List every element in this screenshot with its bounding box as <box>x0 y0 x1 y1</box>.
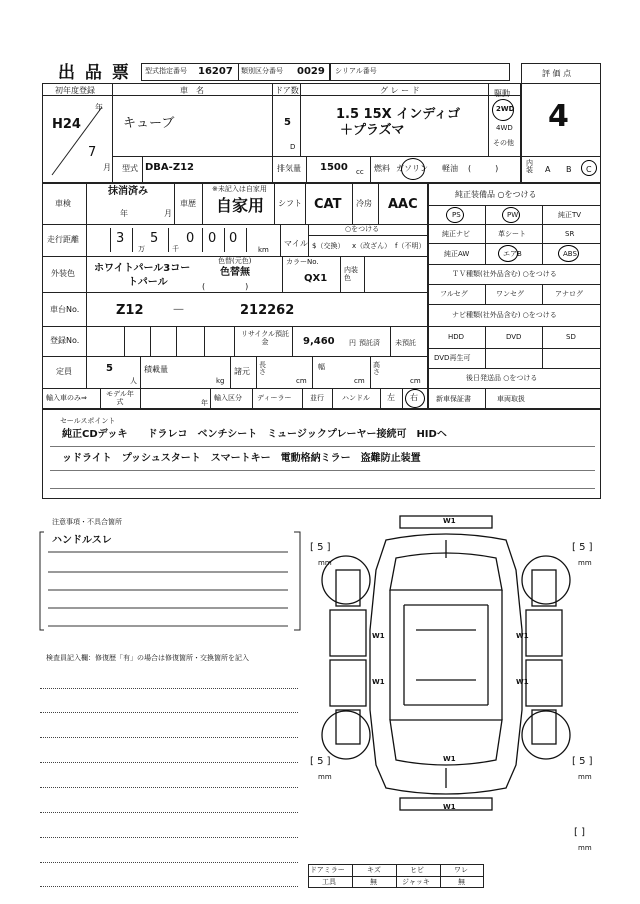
bt-crack: ヒビ <box>410 866 424 874</box>
recycle-label: リサイクル預託金 <box>240 330 290 347</box>
sales-points-line1: 純正CDデッキ ドラレコ ベンチシート ミュージックプレーヤー接続可 HIDヘ <box>62 429 447 440</box>
drive-4wd: 4WD <box>496 124 513 132</box>
navi-dvd: DVD <box>506 333 522 341</box>
interior-b: B <box>566 165 572 174</box>
sales-points-line2: ッドライト プッシュスタート スマートキー 電動格納ミラー 盗難防止装置 <box>62 453 421 464</box>
equip-aw: 純正AW <box>444 250 470 258</box>
equip-ps-circle <box>446 207 464 223</box>
bt-tools: 工具 <box>322 878 336 886</box>
mile-label: マイル <box>284 239 308 248</box>
ac-label: 冷房 <box>356 199 372 208</box>
equip-pw: PW <box>507 211 519 219</box>
history-note: ※未記入は自家用 <box>212 185 267 193</box>
displacement-value: 1500 <box>320 162 348 173</box>
interior-a: A <box>545 165 551 174</box>
ac-value: AAC <box>388 197 418 212</box>
shift-label: シフト <box>278 199 302 208</box>
grade-line2: ＋プラズマ <box>340 123 405 138</box>
bt-door-mirror: ドアミラー <box>310 866 345 874</box>
color-line2: トパール <box>128 277 168 288</box>
mileage-km: km <box>258 246 269 254</box>
bt-dent: ワレ <box>454 866 468 874</box>
color-no-label: カラーNo. <box>286 258 319 266</box>
height-cm: cm <box>410 377 421 385</box>
fuel-gas-circle <box>401 158 425 180</box>
dent-front-bumper: W1 <box>443 517 456 525</box>
import-label: 輸入車のみ⇒ <box>46 394 87 402</box>
recycle-value: 9,460 <box>303 336 335 347</box>
recycle-unpaid: 未預託 <box>395 339 416 347</box>
class-label: 類別区分番号 <box>241 67 283 75</box>
equip-ps: PS <box>452 211 461 219</box>
mileage-sen: 千 <box>172 245 179 253</box>
mark-exchange: $（交換） <box>312 242 345 250</box>
navi-sd: SD <box>566 333 576 341</box>
equip-abs: ABS <box>563 250 577 258</box>
mileage-digit-1: 3 <box>116 231 125 246</box>
tv-type-title: ＴＶ種類(社外品含む) ○をつける <box>452 270 557 278</box>
dent-left-front-door: W1 <box>372 632 385 640</box>
serial-label: シリアル番号 <box>335 67 377 75</box>
load-label: 積載量 <box>144 365 168 374</box>
model-cert-value: 16207 <box>198 66 233 77</box>
equip-sr: SR <box>565 230 575 238</box>
dent-rear: W1 <box>443 755 456 763</box>
dent-right-front-door: W1 <box>516 632 529 640</box>
dent-rear-bumper: W1 <box>443 803 456 811</box>
mark-unknown: f（不明） <box>395 242 426 250</box>
doors-label: ドア数 <box>275 86 299 95</box>
history-label: 車歴 <box>180 199 196 208</box>
displacement-unit: cc <box>356 168 364 176</box>
equip-airbag-circle <box>498 245 518 262</box>
inspection-value: 抹消済み <box>108 186 148 197</box>
dims-label: 諸元 <box>234 367 250 376</box>
handle-left: 左 <box>387 393 395 402</box>
navi-hdd: HDD <box>448 333 465 341</box>
parallel-label: 並行 <box>310 394 324 402</box>
width-cm: cm <box>354 377 365 385</box>
mileage-digit-4: 0 <box>208 231 217 246</box>
dvd-player: DVD再生可 <box>434 354 471 362</box>
tv-one-seg: ワンセグ <box>496 290 524 298</box>
tread-fl: [ 5 ] <box>310 542 331 553</box>
tv-full-seg: フルセグ <box>440 290 468 298</box>
chassis-prefix: Z12 <box>116 303 144 318</box>
evaluation-score: 4 <box>548 99 569 134</box>
bt-tools-none: 無 <box>370 878 377 886</box>
year-unit: 年 <box>95 103 103 112</box>
tread-rl-unit: mm <box>318 773 332 781</box>
recycle-paid: 預託済 <box>359 339 380 347</box>
navi-type-title: ナビ種類(社外品含む) ○をつける <box>452 311 557 319</box>
year-label: 年 <box>201 399 208 407</box>
dealer-label: ディーラー <box>257 394 292 402</box>
equip-tv: 純正TV <box>558 211 582 219</box>
inspector-label: 検査員記入欄：修復歴「有」の場合は修復箇所・交換箇所を記入 <box>46 654 249 662</box>
tread-rl: [ 5 ] <box>310 756 331 767</box>
inspection-year: 年 <box>120 209 128 218</box>
chassis-label: 車台No. <box>50 305 80 314</box>
chassis-number: 212262 <box>240 303 295 318</box>
grade-line1: 1.5 15X インディゴ <box>336 107 461 122</box>
tread-fl-unit: mm <box>318 559 332 567</box>
load-unit: kg <box>216 377 225 385</box>
notes-value: ハンドルスレ <box>52 535 112 546</box>
equip-abs-circle <box>558 245 579 262</box>
reg-no-label: 登録No. <box>50 336 80 345</box>
tread-fr-unit: mm <box>578 559 592 567</box>
tv-analog: アナログ <box>555 290 583 298</box>
handle-label: ハンドル <box>342 394 370 402</box>
recycle-unit: 円 <box>349 339 356 347</box>
drive-label: 駆動 <box>494 89 510 98</box>
displacement-label: 排気量 <box>277 164 301 173</box>
equipment-title: 純正装備品 ○をつける <box>455 190 537 199</box>
sales-points-label: セールスポイント <box>60 417 116 425</box>
tread-rr-unit: mm <box>578 773 592 781</box>
tread-rr: [ 5 ] <box>572 756 593 767</box>
equip-leather: 革シート <box>498 230 526 238</box>
capacity-unit: 人 <box>130 377 137 385</box>
interior-label: 内装 <box>526 159 533 174</box>
first-reg-label: 初年度登録 <box>55 86 95 95</box>
color-no-value: QX1 <box>304 273 328 284</box>
color-label: 外装色 <box>51 269 75 278</box>
height-label: 高さ <box>373 361 380 376</box>
car-name-label: 車 名 <box>180 86 204 95</box>
notes-frame <box>38 526 304 634</box>
tread-spare: [ ] <box>574 827 585 838</box>
handle-right: 右 <box>410 393 418 402</box>
notes-label: 注意事項・不具合箇所 <box>52 518 122 526</box>
handle-right-circle <box>405 389 425 408</box>
tread-fr: [ 5 ] <box>572 542 593 553</box>
mileage-digit-2: 5 <box>150 231 159 246</box>
bt-jack: ジャッキ <box>402 878 430 886</box>
bt-jack-none: 無 <box>458 878 465 886</box>
equip-navi: 純正ナビ <box>442 230 470 238</box>
inspection-month: 月 <box>164 209 172 218</box>
repaint-paren: ( ) <box>202 282 249 291</box>
month-unit: 月 <box>103 163 111 172</box>
doors-value: 5 <box>284 117 291 128</box>
dent-left-rear-door: W1 <box>372 678 385 686</box>
import-type-label: 輸入区分 <box>214 394 242 402</box>
fuel-label: 燃料 <box>374 164 390 173</box>
grade-label: グ レ ー ド <box>380 86 420 95</box>
form-title: 出 品 票 <box>58 63 131 83</box>
model-cert-label: 型式指定番号 <box>145 67 187 75</box>
model-type: DBA-Z12 <box>145 162 194 173</box>
model-year-label: モデル年式 <box>106 390 134 406</box>
mileage-label: 走行距離 <box>47 235 79 244</box>
later-title: 後日発送品 ○をつける <box>466 374 538 382</box>
int-color-label: 内装色 <box>344 266 358 283</box>
month-value: 7 <box>88 145 97 160</box>
length-cm: cm <box>296 377 307 385</box>
equip-airbag: エアB <box>503 250 522 258</box>
model-type-label: 型式 <box>122 164 138 173</box>
color-line1: ホワイトパール3コー <box>94 263 191 274</box>
mileage-digit-3: 0 <box>186 231 195 246</box>
fuel-diesel: 軽油 <box>442 164 458 173</box>
capacity-value: 5 <box>106 363 113 374</box>
mark-label: ○をつける <box>345 225 380 233</box>
width-label: 幅 <box>318 363 325 371</box>
length-label: 長さ <box>259 361 266 376</box>
repaint-value: 色替無 <box>220 267 250 278</box>
drive-other: その他 <box>493 139 514 147</box>
class-value: 0029 <box>297 66 325 77</box>
year-value: H24 <box>52 117 81 132</box>
tread-spare-unit: mm <box>578 844 592 852</box>
interior-c-circle <box>581 160 597 176</box>
later-manual: 車両取扱 <box>497 395 525 403</box>
bt-scratch: キズ <box>367 866 381 874</box>
capacity-label: 定員 <box>56 367 72 376</box>
evaluation-label: 評 価 点 <box>542 69 572 78</box>
dent-right-rear-door: W1 <box>516 678 529 686</box>
repaint-label: 色替(元色) <box>218 257 252 265</box>
shift-value: CAT <box>314 197 342 212</box>
fuel-gas: ガソリン <box>396 164 428 173</box>
later-warranty: 新車保証書 <box>436 395 471 403</box>
drive-2wd: 2WD <box>496 105 515 113</box>
history-value: 自家用 <box>216 196 265 215</box>
mark-modified: x（改ざん） <box>352 242 392 250</box>
car-name: キューブ <box>123 116 175 131</box>
car-diagram <box>316 510 578 840</box>
mileage-man: 万 <box>138 245 145 253</box>
equip-pw-circle <box>502 207 520 223</box>
interior-c: C <box>586 165 592 174</box>
inspection-label: 車検 <box>55 199 71 208</box>
mileage-digit-5: 0 <box>229 231 238 246</box>
doors-d: D <box>290 143 296 151</box>
chassis-dash: － <box>172 303 186 318</box>
